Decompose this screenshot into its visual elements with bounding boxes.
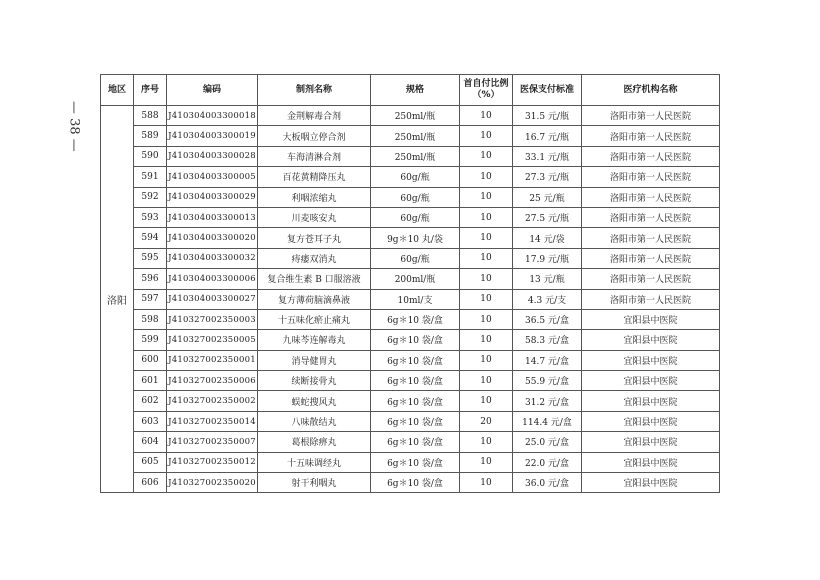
header-row	[101, 75, 720, 106]
code-cell: J410327002350002	[167, 391, 258, 411]
table-row	[101, 146, 720, 166]
spec-cell: 6g＊10 袋/盒	[371, 473, 460, 493]
code-cell: J410327002350020	[167, 473, 258, 493]
seq-cell: 604	[134, 432, 167, 452]
hospital-cell: 洛阳市第一人民医院	[582, 248, 720, 268]
page-number: — 38 —	[66, 100, 82, 152]
spec-cell: 250ml/瓶	[371, 106, 460, 126]
code-cell: J410304003300019	[167, 126, 258, 146]
price-cell: 25.0 元/盒	[513, 432, 582, 452]
spec-cell: 6g＊10 袋/盒	[371, 432, 460, 452]
code-cell: J410304003300005	[167, 167, 258, 187]
name-cell: 川麦咳安丸	[258, 207, 371, 227]
table-row	[101, 126, 720, 146]
table-row	[101, 473, 720, 493]
name-cell: 复方薄荷脑滴鼻液	[258, 289, 371, 309]
region-cell: 洛阳	[101, 106, 134, 493]
name-cell: 大板咽立停合剂	[258, 126, 371, 146]
header-copay-line2: （%）	[472, 90, 500, 100]
header-hospital: 医疗机构名称	[582, 75, 720, 106]
copay-cell: 10	[460, 106, 513, 126]
price-cell: 17.9 元/瓶	[513, 248, 582, 268]
seq-cell: 606	[134, 473, 167, 493]
table-row	[101, 269, 720, 289]
seq-cell: 600	[134, 350, 167, 370]
spec-cell: 200ml/瓶	[371, 269, 460, 289]
header-region: 地区	[101, 75, 134, 106]
code-cell: J410327002350005	[167, 330, 258, 350]
seq-cell: 601	[134, 371, 167, 391]
copay-cell: 10	[460, 207, 513, 227]
name-cell: 续断接骨丸	[258, 371, 371, 391]
hospital-cell: 宜阳县中医院	[582, 473, 720, 493]
price-cell: 55.9 元/盒	[513, 371, 582, 391]
table-row	[101, 228, 720, 248]
copay-cell: 10	[460, 473, 513, 493]
seq-cell: 599	[134, 330, 167, 350]
hospital-cell: 洛阳市第一人民医院	[582, 207, 720, 227]
hospital-cell: 洛阳市第一人民医院	[582, 269, 720, 289]
seq-cell: 592	[134, 187, 167, 207]
hospital-cell: 洛阳市第一人民医院	[582, 228, 720, 248]
code-cell: J410304003300029	[167, 187, 258, 207]
price-cell: 114.4 元/盒	[513, 411, 582, 431]
code-cell: J410304003300013	[167, 207, 258, 227]
spec-cell: 10ml/支	[371, 289, 460, 309]
hospital-cell: 洛阳市第一人民医院	[582, 106, 720, 126]
spec-cell: 6g＊10 袋/盒	[371, 452, 460, 472]
seq-cell: 605	[134, 452, 167, 472]
code-cell: J410304003300028	[167, 146, 258, 166]
hospital-cell: 洛阳市第一人民医院	[582, 167, 720, 187]
spec-cell: 60g/瓶	[371, 248, 460, 268]
spec-cell: 6g＊10 袋/盒	[371, 309, 460, 329]
price-cell: 14 元/袋	[513, 228, 582, 248]
copay-cell: 10	[460, 309, 513, 329]
price-cell: 36.0 元/盒	[513, 473, 582, 493]
copay-cell: 10	[460, 330, 513, 350]
code-cell: J410327002350003	[167, 309, 258, 329]
copay-cell: 10	[460, 167, 513, 187]
header-copay-line1: 首自付比例	[463, 79, 509, 89]
hospital-cell: 宜阳县中医院	[582, 350, 720, 370]
header-price: 医保支付标准	[513, 75, 582, 106]
copay-cell: 10	[460, 452, 513, 472]
price-cell: 16.7 元/瓶	[513, 126, 582, 146]
copay-cell: 10	[460, 371, 513, 391]
seq-cell: 603	[134, 411, 167, 431]
copay-cell: 10	[460, 350, 513, 370]
name-cell: 九味芩连解毒丸	[258, 330, 371, 350]
hospital-cell: 宜阳县中医院	[582, 452, 720, 472]
table-row	[101, 248, 720, 268]
price-cell: 58.3 元/盒	[513, 330, 582, 350]
spec-cell: 9g＊10 丸/袋	[371, 228, 460, 248]
drug-price-table	[100, 74, 720, 493]
code-cell: J410304003300027	[167, 289, 258, 309]
name-cell: 百花黄精降压丸	[258, 167, 371, 187]
table-row	[101, 391, 720, 411]
copay-cell: 10	[460, 146, 513, 166]
copay-cell: 10	[460, 228, 513, 248]
copay-cell: 10	[460, 269, 513, 289]
code-cell: J410327002350014	[167, 411, 258, 431]
table-row	[101, 289, 720, 309]
price-cell: 14.7 元/盒	[513, 350, 582, 370]
name-cell: 消导健胃丸	[258, 350, 371, 370]
copay-cell: 10	[460, 432, 513, 452]
name-cell: 痔痿双消丸	[258, 248, 371, 268]
spec-cell: 250ml/瓶	[371, 126, 460, 146]
hospital-cell: 宜阳县中医院	[582, 411, 720, 431]
name-cell: 八味散结丸	[258, 411, 371, 431]
hospital-cell: 宜阳县中医院	[582, 330, 720, 350]
table-row	[101, 350, 720, 370]
header-spec: 规格	[371, 75, 460, 106]
price-cell: 31.2 元/盒	[513, 391, 582, 411]
code-cell: J410327002350001	[167, 350, 258, 370]
table-row	[101, 167, 720, 187]
spec-cell: 60g/瓶	[371, 187, 460, 207]
spec-cell: 6g＊10 袋/盒	[371, 350, 460, 370]
seq-cell: 590	[134, 146, 167, 166]
table-row	[101, 309, 720, 329]
price-cell: 4.3 元/支	[513, 289, 582, 309]
seq-cell: 597	[134, 289, 167, 309]
code-cell: J410327002350006	[167, 371, 258, 391]
code-cell: J410304003300032	[167, 248, 258, 268]
seq-cell: 594	[134, 228, 167, 248]
spec-cell: 6g＊10 袋/盒	[371, 330, 460, 350]
code-cell: J410327002350007	[167, 432, 258, 452]
code-cell: J410304003300006	[167, 269, 258, 289]
name-cell: 利咽浓缩丸	[258, 187, 371, 207]
table-row	[101, 452, 720, 472]
copay-cell: 10	[460, 391, 513, 411]
name-cell: 复方苍耳子丸	[258, 228, 371, 248]
hospital-cell: 宜阳县中医院	[582, 432, 720, 452]
name-cell: 车海清淋合剂	[258, 146, 371, 166]
copay-cell: 10	[460, 248, 513, 268]
name-cell: 十五味化瘀止痛丸	[258, 309, 371, 329]
name-cell: 蜈蛇搜风丸	[258, 391, 371, 411]
name-cell: 射干利咽丸	[258, 473, 371, 493]
table-row	[101, 187, 720, 207]
code-cell: J410304003300020	[167, 228, 258, 248]
hospital-cell: 洛阳市第一人民医院	[582, 146, 720, 166]
price-cell: 36.5 元/盒	[513, 309, 582, 329]
seq-cell: 598	[134, 309, 167, 329]
spec-cell: 60g/瓶	[371, 167, 460, 187]
table-row	[101, 432, 720, 452]
header-seq: 序号	[134, 75, 167, 106]
table-row	[101, 106, 720, 126]
price-cell: 33.1 元/瓶	[513, 146, 582, 166]
price-cell: 22.0 元/盒	[513, 452, 582, 472]
copay-cell: 10	[460, 126, 513, 146]
spec-cell: 6g＊10 袋/盒	[371, 391, 460, 411]
seq-cell: 596	[134, 269, 167, 289]
table-row	[101, 411, 720, 431]
code-cell: J410304003300018	[167, 106, 258, 126]
table-row	[101, 371, 720, 391]
header-copay	[460, 75, 513, 106]
hospital-cell: 宜阳县中医院	[582, 309, 720, 329]
spec-cell: 6g＊10 袋/盒	[371, 371, 460, 391]
seq-cell: 595	[134, 248, 167, 268]
table-row	[101, 207, 720, 227]
code-cell: J410327002350012	[167, 452, 258, 472]
price-cell: 31.5 元/瓶	[513, 106, 582, 126]
price-cell: 27.3 元/瓶	[513, 167, 582, 187]
price-cell: 13 元/瓶	[513, 269, 582, 289]
spec-cell: 6g＊10 袋/盒	[371, 411, 460, 431]
copay-cell: 20	[460, 411, 513, 431]
seq-cell: 591	[134, 167, 167, 187]
header-code: 编码	[167, 75, 258, 106]
name-cell: 金荆解毒合剂	[258, 106, 371, 126]
seq-cell: 602	[134, 391, 167, 411]
seq-cell: 589	[134, 126, 167, 146]
seq-cell: 588	[134, 106, 167, 126]
seq-cell: 593	[134, 207, 167, 227]
table-body	[101, 106, 720, 493]
name-cell: 葛根除痹丸	[258, 432, 371, 452]
price-cell: 27.5 元/瓶	[513, 207, 582, 227]
hospital-cell: 洛阳市第一人民医院	[582, 289, 720, 309]
copay-cell: 10	[460, 289, 513, 309]
spec-cell: 250ml/瓶	[371, 146, 460, 166]
table-row	[101, 330, 720, 350]
copay-cell: 10	[460, 187, 513, 207]
hospital-cell: 洛阳市第一人民医院	[582, 187, 720, 207]
hospital-cell: 宜阳县中医院	[582, 391, 720, 411]
spec-cell: 60g/瓶	[371, 207, 460, 227]
header-name: 制剂名称	[258, 75, 371, 106]
price-cell: 25 元/瓶	[513, 187, 582, 207]
hospital-cell: 洛阳市第一人民医院	[582, 126, 720, 146]
name-cell: 复合维生素 B 口服溶液	[258, 269, 371, 289]
name-cell: 十五味调经丸	[258, 452, 371, 472]
hospital-cell: 宜阳县中医院	[582, 371, 720, 391]
